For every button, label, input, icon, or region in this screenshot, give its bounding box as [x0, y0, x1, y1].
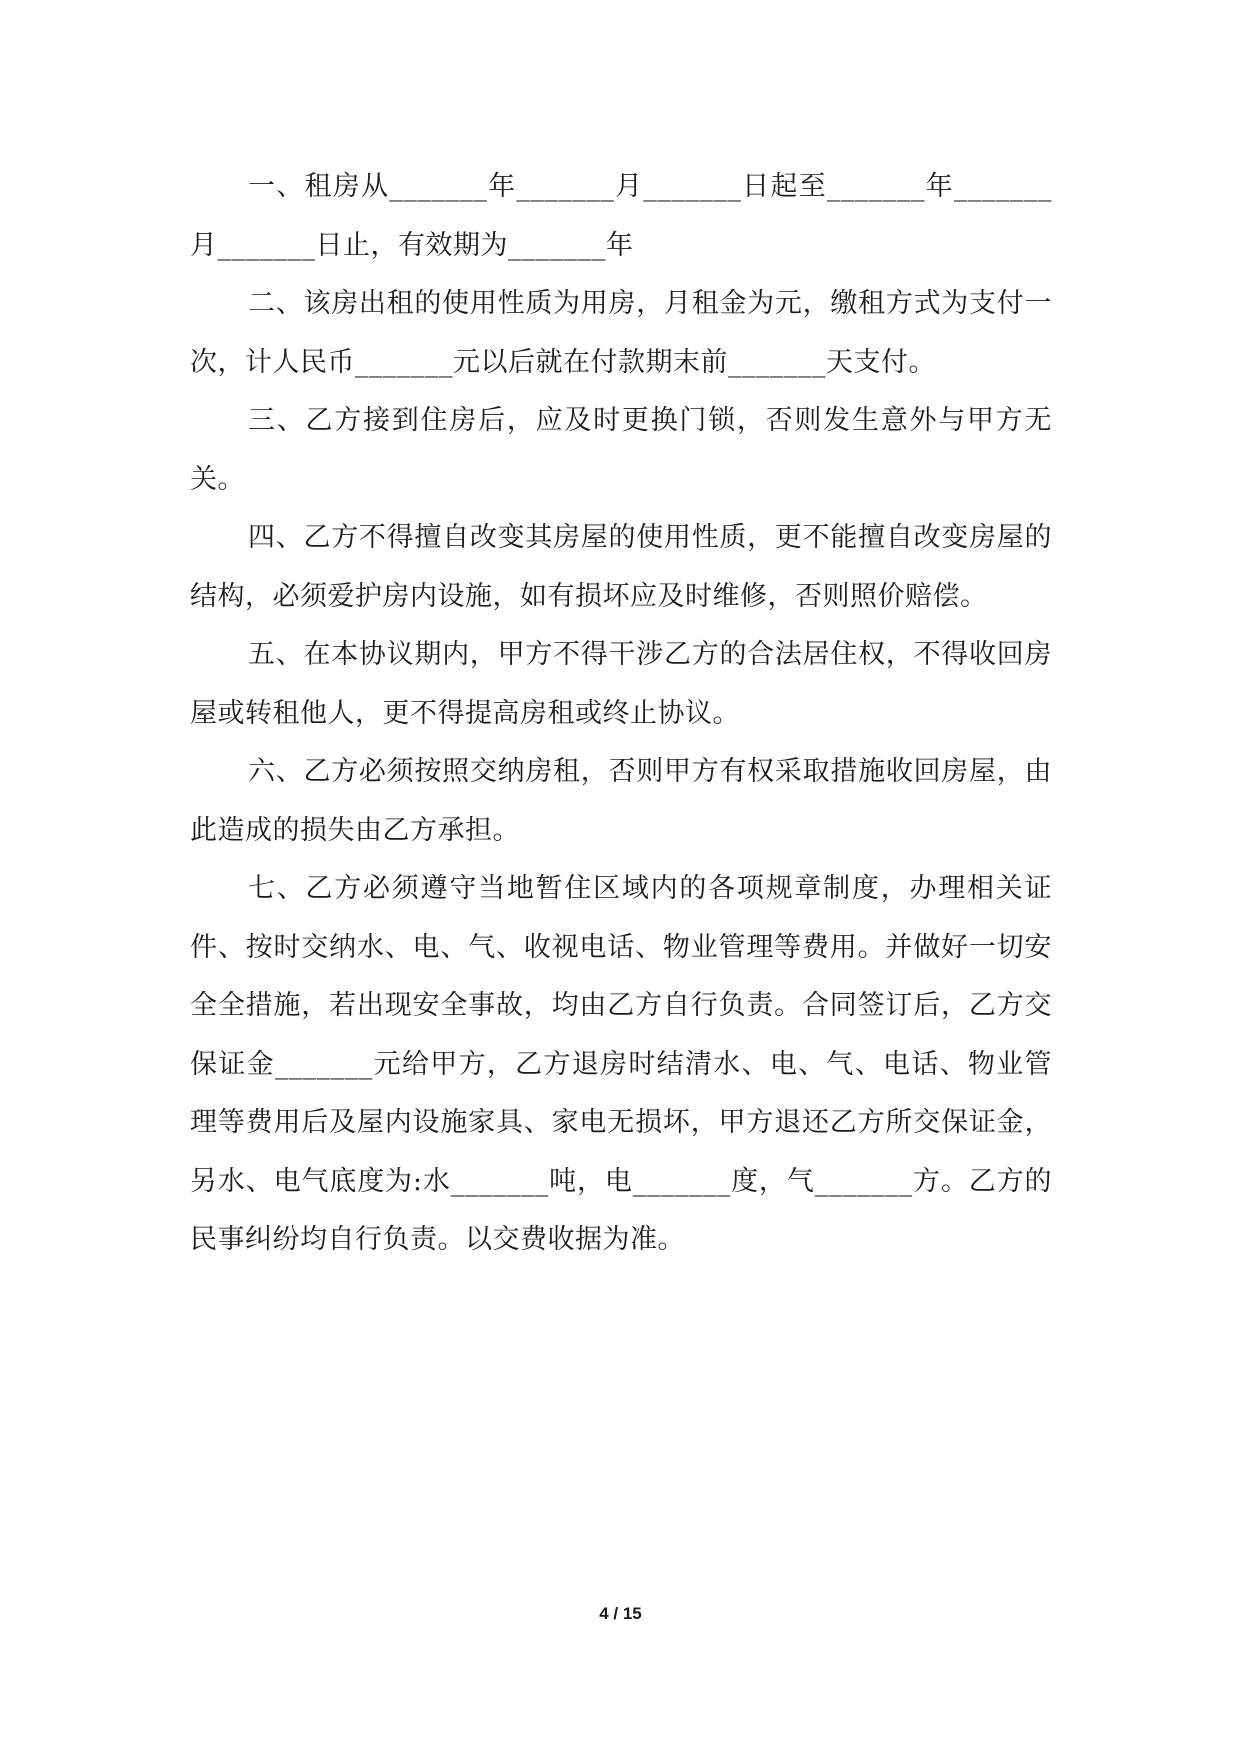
clause-7-paragraph: 七、乙方必须遵守当地暂住区域内的各项规章制度，办理相关证件、按时交纳水、电、气、收视电话、物业管理等费用。并做好一切安全全措施，若出现安全事故，均由乙方自行负责。合同签订后，乙方交保证金_______元给甲方，乙方退房时结清水、电、气、电话、物业管理等费用后及屋内设施家具、家电无损坏，甲方退还乙方所交保证金，另水、电气底度为:水_______吨，电_______度，气_______方。乙方的民事纠纷均自行负责。以交费收据为准。 — [190, 873, 1052, 1255]
clause-1-paragraph: 一、租房从_______年_______月_______日起至_______年_______月_______日止，有效期为_______年 — [190, 171, 1052, 261]
clause-5-paragraph: 五、在本协议期内，甲方不得干涉乙方的合法居住权，不得收回房屋或转租他人，更不得提高房租或终止协议。 — [190, 639, 1052, 729]
document-body — [190, 158, 1052, 1270]
page-number: 4 / 15 — [599, 1604, 642, 1623]
clause-2-paragraph: 二、该房出租的使用性质为用房，月租金为元，缴租方式为支付一次，计人民币_______元以后就在付款期末前_______天支付。 — [190, 288, 1052, 378]
clause-6-paragraph: 六、乙方必须按照交纳房租，否则甲方有权采取措施收回房屋，由此造成的损失由乙方承担。 — [190, 756, 1052, 846]
clause-4-paragraph: 四、乙方不得擅自改变其房屋的使用性质，更不能擅自改变房屋的结构，必须爱护房内设施，如有损坏应及时维修，否则照价赔偿。 — [190, 522, 1052, 612]
clause-3-paragraph: 三、乙方接到住房后，应及时更换门锁，否则发生意外与甲方无关。 — [190, 405, 1052, 495]
